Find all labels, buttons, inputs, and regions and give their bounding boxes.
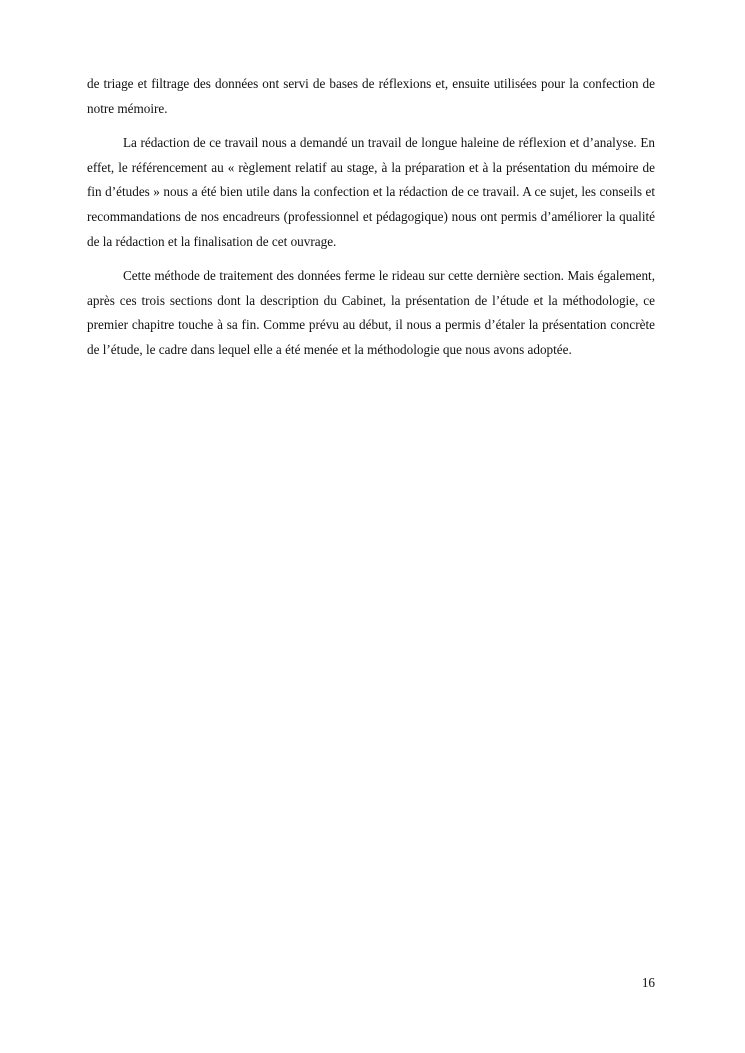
paragraph-conclusion: Cette méthode de traitement des données ferme le rideau sur cette dernière section. Mais également, après ces trois sections dont la description du Cabinet, la présentation de l’étude et la méthodologie, ce premier chapitre touche à sa fin. Comme prévu au début, il nous a permis d’étaler la présentation concrète de l’étude, le cadre dans lequel elle a été menée et la méthodologie que nous avons adoptée. xyxy=(87,268,655,357)
body-text xyxy=(87,72,655,373)
paragraph-continuation: de triage et filtrage des données ont servi de bases de réflexions et, ensuite utilisées pour la confection de notre mémoire. xyxy=(87,76,655,116)
page-number: 16 xyxy=(641,975,655,990)
paragraph-redaction: La rédaction de ce travail nous a demandé un travail de longue haleine de réflexion et d’analyse. En effet, le référencement au « règlement relatif au stage, à la préparation et à la présentation du mémoire de fin d’études » nous a été bien utile dans la confection et la rédaction de ce travail. A ce sujet, les conseils et recommandations de nos encadreurs (professionnel et pédagogique) nous ont permis d’améliorer la qualité de la rédaction et la finalisation de cet ouvrage. xyxy=(87,135,655,249)
